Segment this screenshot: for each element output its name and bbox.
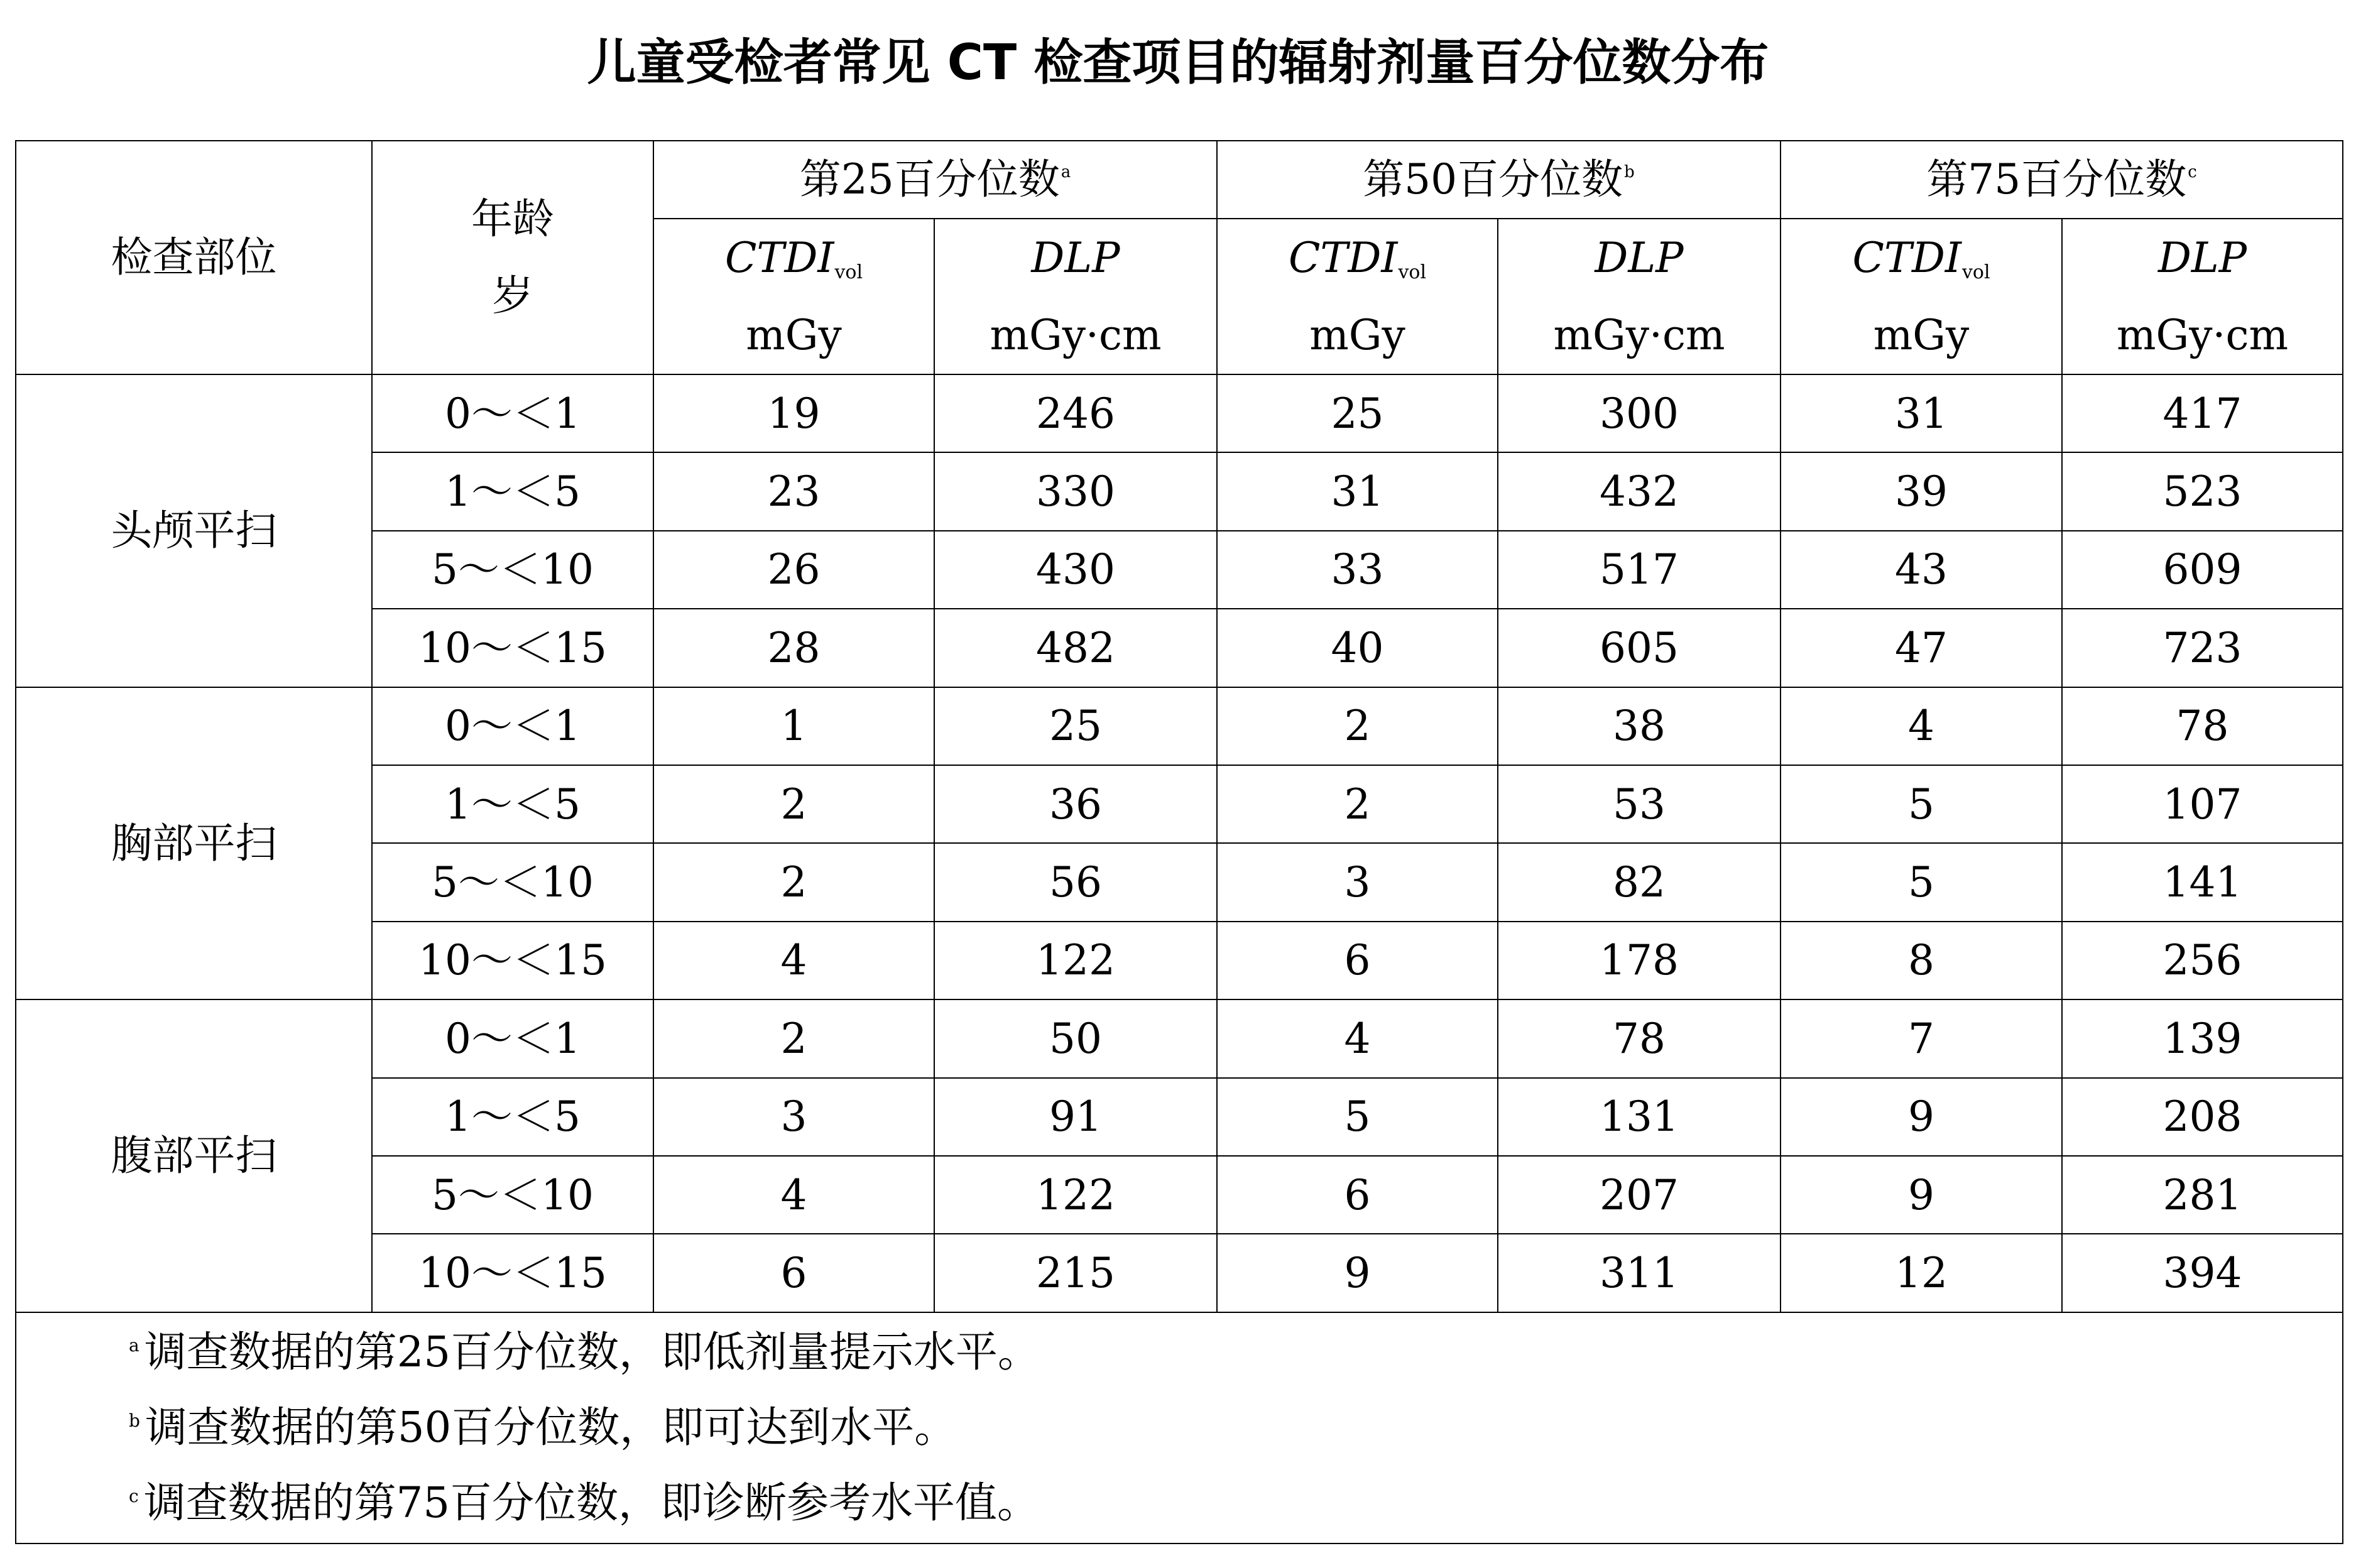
dlp-p50-cell: 131 [1498, 1078, 1781, 1156]
ctdi-p25-cell: 19 [653, 374, 934, 452]
ctdi-subscript: vol [1398, 261, 1427, 283]
header-ctdi-p25 [653, 219, 934, 374]
ctdi-p25-cell: 3 [653, 1078, 934, 1156]
footnote-mark: b [129, 1410, 140, 1431]
group-label: 第75百分位数 [1926, 155, 2187, 204]
ctdi-p25-cell: 1 [653, 687, 934, 765]
ctdi-p50-cell: 2 [1217, 687, 1498, 765]
header-dlp-p75 [2062, 219, 2343, 374]
table-row [16, 687, 2343, 765]
age-cell: 0～＜1 [372, 999, 653, 1077]
header-group-p75 [1781, 141, 2343, 219]
ctdi-p25-cell: 4 [653, 1156, 934, 1234]
ctdi-p50-cell: 6 [1217, 922, 1498, 999]
ctdi-p50-cell: 5 [1217, 1078, 1498, 1156]
dlp-p75-cell: 394 [2062, 1234, 2343, 1312]
age-cell: 1～＜5 [372, 1078, 653, 1156]
header-dlp-p25 [934, 219, 1217, 374]
ctdi-p75-cell: 9 [1781, 1078, 2062, 1156]
group-label: 第50百分位数 [1363, 155, 1623, 204]
ctdi-p50-cell: 2 [1217, 765, 1498, 843]
dlp-p25-cell: 246 [934, 374, 1217, 452]
dlp-p25-cell: 56 [934, 843, 1217, 921]
dlp-label: DLP [2157, 234, 2247, 282]
table-row [16, 999, 2343, 1077]
document-title: 儿童受检者常见 CT 检查项目的辐射剂量百分位数分布 [587, 35, 1769, 91]
dlp-p25-cell: 122 [934, 1156, 1217, 1234]
ctdi-label: CTDI [724, 234, 834, 282]
dlp-p50-cell: 38 [1498, 687, 1781, 765]
age-cell: 1～＜5 [372, 452, 653, 530]
dlp-p50-cell: 311 [1498, 1234, 1781, 1312]
ctdi-unit: mGy [746, 311, 842, 359]
dlp-p75-cell: 281 [2062, 1156, 2343, 1234]
ctdi-p25-cell: 2 [653, 765, 934, 843]
dlp-p50-cell: 605 [1498, 609, 1781, 687]
ctdi-p75-cell: 39 [1781, 452, 2062, 530]
ctdi-unit: mGy [1873, 311, 1970, 359]
dlp-p75-cell: 723 [2062, 609, 2343, 687]
dlp-unit: mGy·cm [2116, 311, 2289, 359]
dlp-unit: mGy·cm [1553, 311, 1725, 359]
dlp-p25-cell: 430 [934, 531, 1217, 609]
dlp-p25-cell: 91 [934, 1078, 1217, 1156]
footnote-ref-c: c [2188, 163, 2197, 182]
ctdi-p25-cell: 6 [653, 1234, 934, 1312]
ctdi-p25-cell: 28 [653, 609, 934, 687]
footnote-c [129, 1465, 2342, 1540]
dlp-p75-cell: 139 [2062, 999, 2343, 1077]
ctdi-p50-cell: 9 [1217, 1234, 1498, 1312]
ctdi-p50-cell: 33 [1217, 531, 1498, 609]
header-dlp-p50 [1498, 219, 1781, 374]
ctdi-p75-cell: 5 [1781, 765, 2062, 843]
age-cell: 0～＜1 [372, 374, 653, 452]
ctdi-p50-cell: 31 [1217, 452, 1498, 530]
dlp-p50-cell: 78 [1498, 999, 1781, 1077]
dlp-p50-cell: 53 [1498, 765, 1781, 843]
dlp-p50-cell: 178 [1498, 922, 1781, 999]
group-label: 第25百分位数 [799, 155, 1060, 204]
dlp-p25-cell: 36 [934, 765, 1217, 843]
ctdi-p50-cell: 4 [1217, 999, 1498, 1077]
dlp-p75-cell: 417 [2062, 374, 2343, 452]
dlp-p50-cell: 82 [1498, 843, 1781, 921]
dlp-p75-cell: 609 [2062, 531, 2343, 609]
dlp-p50-cell: 300 [1498, 374, 1781, 452]
dlp-p25-cell: 215 [934, 1234, 1217, 1312]
dlp-p75-cell: 256 [2062, 922, 2343, 999]
header-group-p25 [653, 141, 1217, 219]
dlp-unit: mGy·cm [990, 311, 1162, 359]
ctdi-p25-cell: 4 [653, 922, 934, 999]
age-cell: 5～＜10 [372, 1156, 653, 1234]
dlp-p25-cell: 50 [934, 999, 1217, 1077]
ctdi-p50-cell: 3 [1217, 843, 1498, 921]
ctdi-p75-cell: 4 [1781, 687, 2062, 765]
header-age-label: 年龄 [471, 195, 554, 243]
ctdi-p50-cell: 40 [1217, 609, 1498, 687]
dlp-p25-cell: 482 [934, 609, 1217, 687]
dlp-p75-cell: 107 [2062, 765, 2343, 843]
ctdi-p25-cell: 23 [653, 452, 934, 530]
header-ctdi-p75 [1781, 219, 2062, 374]
dlp-p75-cell: 141 [2062, 843, 2343, 921]
footnote-text: 调查数据的第25百分位数，即低剂量提示水平。 [144, 1327, 1040, 1376]
table-row [16, 374, 2343, 452]
dlp-p75-cell: 78 [2062, 687, 2343, 765]
footnote-mark: c [129, 1485, 139, 1506]
dlp-p25-cell: 25 [934, 687, 1217, 765]
ctdi-p75-cell: 47 [1781, 609, 2062, 687]
dlp-p50-cell: 207 [1498, 1156, 1781, 1234]
header-row-groups [16, 141, 2343, 219]
ctdi-p75-cell: 31 [1781, 374, 2062, 452]
footnote-a [129, 1314, 2342, 1390]
ctdi-p75-cell: 43 [1781, 531, 2062, 609]
header-age [372, 141, 653, 374]
dlp-p50-cell: 517 [1498, 531, 1781, 609]
dlp-p75-cell: 523 [2062, 452, 2343, 530]
ctdi-p75-cell: 5 [1781, 843, 2062, 921]
ctdi-p75-cell: 7 [1781, 999, 2062, 1077]
ctdi-unit: mGy [1309, 311, 1405, 359]
footnote-b [129, 1390, 2342, 1465]
footnotes [16, 1312, 2343, 1544]
age-cell: 10～＜15 [372, 922, 653, 999]
exam-part-cell: 胸部平扫 [16, 687, 372, 1000]
ctdi-label: CTDI [1288, 234, 1398, 282]
footnote-ref-b: b [1624, 163, 1635, 182]
ctdi-subscript: vol [834, 261, 863, 283]
ctdi-p25-cell: 2 [653, 999, 934, 1077]
dlp-label: DLP [1595, 234, 1684, 282]
dlp-p50-cell: 432 [1498, 452, 1781, 530]
exam-part-cell: 腹部平扫 [16, 999, 372, 1312]
footnote-mark: a [129, 1334, 139, 1356]
ctdi-p25-cell: 2 [653, 843, 934, 921]
exam-part-cell: 头颅平扫 [16, 374, 372, 687]
dose-percentile-table [15, 140, 2343, 1544]
age-cell: 0～＜1 [372, 687, 653, 765]
dlp-p25-cell: 122 [934, 922, 1217, 999]
footnote-text: 调查数据的第75百分位数，即诊断参考水平值。 [143, 1478, 1039, 1527]
age-cell: 5～＜10 [372, 531, 653, 609]
age-cell: 10～＜15 [372, 1234, 653, 1312]
ctdi-p25-cell: 26 [653, 531, 934, 609]
dlp-p25-cell: 330 [934, 452, 1217, 530]
age-cell: 10～＜15 [372, 609, 653, 687]
ctdi-p50-cell: 25 [1217, 374, 1498, 452]
dlp-label: DLP [1031, 234, 1120, 282]
age-cell: 5～＜10 [372, 843, 653, 921]
header-ctdi-p50 [1217, 219, 1498, 374]
age-cell: 1～＜5 [372, 765, 653, 843]
header-age-unit: 岁 [492, 271, 533, 320]
ctdi-p50-cell: 6 [1217, 1156, 1498, 1234]
ctdi-p75-cell: 12 [1781, 1234, 2062, 1312]
footnote-ref-a: a [1061, 163, 1071, 182]
header-group-p50 [1217, 141, 1781, 219]
footnote-text: 调查数据的第50百分位数，即可达到水平。 [145, 1402, 957, 1452]
header-exam-part: 检查部位 [16, 141, 372, 374]
ctdi-subscript: vol [1961, 261, 1990, 283]
footnote-row [16, 1312, 2343, 1544]
ctdi-p75-cell: 8 [1781, 922, 2062, 999]
ctdi-p75-cell: 9 [1781, 1156, 2062, 1234]
ctdi-label: CTDI [1852, 234, 1961, 282]
dlp-p75-cell: 208 [2062, 1078, 2343, 1156]
